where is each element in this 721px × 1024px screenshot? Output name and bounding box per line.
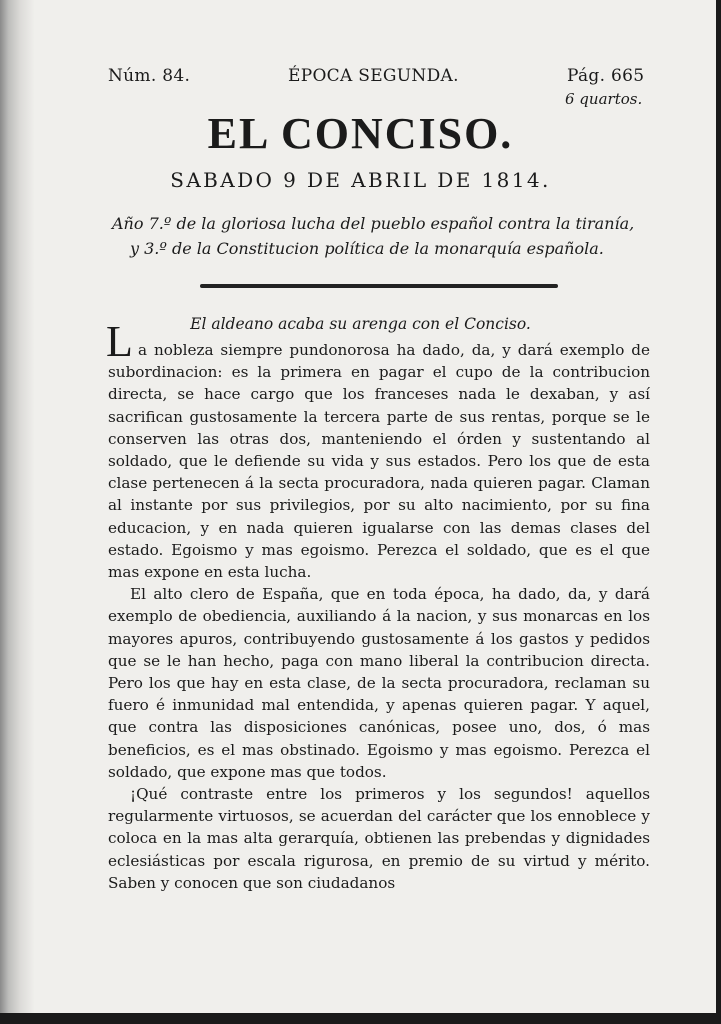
page-number: Pág. 665 [567, 66, 645, 86]
article-body [108, 339, 650, 894]
issue-number: Núm. 84. [108, 66, 191, 86]
paragraph-3: ¡Qué contraste entre los primeros y los segundos! aquellos regularmente virtuosos, se acuerdan del carácter que los ennoblece y coloca en la mas alta gerarquía, obtienen las prebendas y dignidades eclesiásticas por escala rigurosa, en premio de su virtud y mérito. Saben y conocen que son ciudadanos [108, 785, 650, 892]
subtitle-line-2: y 3.º de la Constitucion política de la monarquía española. [130, 239, 604, 258]
article-heading: El aldeano acaba su arenga con el Conciso. [190, 315, 531, 333]
separator-rule [200, 284, 558, 288]
subtitle-line-1: Año 7.º de la gloriosa lucha del pueblo español contra la tiranía, [112, 214, 635, 233]
newspaper-title: EL CONCISO. [207, 109, 514, 158]
epoch-label: ÉPOCA SEGUNDA. [288, 66, 459, 86]
price-quarters: 6 quartos. [565, 90, 643, 108]
paragraph-1: a nobleza siempre pundonorosa ha dado, da, y dará exemplo de subordinacion: es la primera en pagar el cupo de la contribucion directa, se hace cargo que los franceses nada le dexaban, y así sacrifican gustosamente la tercera parte de sus rentas, porque se le conserven las otras dos, manteniendo el órden y sustentando al soldado, que le defiende su vida y sus estados. Pero los que de esta clase pertenecen á la secta procuradora, nada quieren pagar. Claman al instante por sus privilegios, por su alto nacimiento, por su fina educacion, y en nada quieren igualarse con las demas clases del estado. Egoismo y mas egoismo. Perezca el soldado, que es el que mas expone en esta lucha. [108, 341, 650, 582]
drop-cap: L [106, 317, 133, 366]
paragraph-2: El alto clero de España, que en toda época, ha dado, da, y dará exemplo de obediencia, auxiliando á la nacion, y sus monarcas en los mayores apuros, contribuyendo gustosamente á los gastos y pedidos que se le han hecho, paga con mano liberal la contribucion directa. Pero los que hay en esta clase, de la secta procuradora, reclaman su fuero é inmunidad mal entendida, y apenas quieren pagar. Y aquel, que contra las disposiciones canónicas, posee uno, dos, ó mas beneficios, es el mas obstinado. Egoismo y mas egoismo. Perezca el soldado, que expone mas que todos. [108, 585, 650, 781]
dateline: SABADO 9 DE ABRIL DE 1814. [170, 168, 551, 192]
